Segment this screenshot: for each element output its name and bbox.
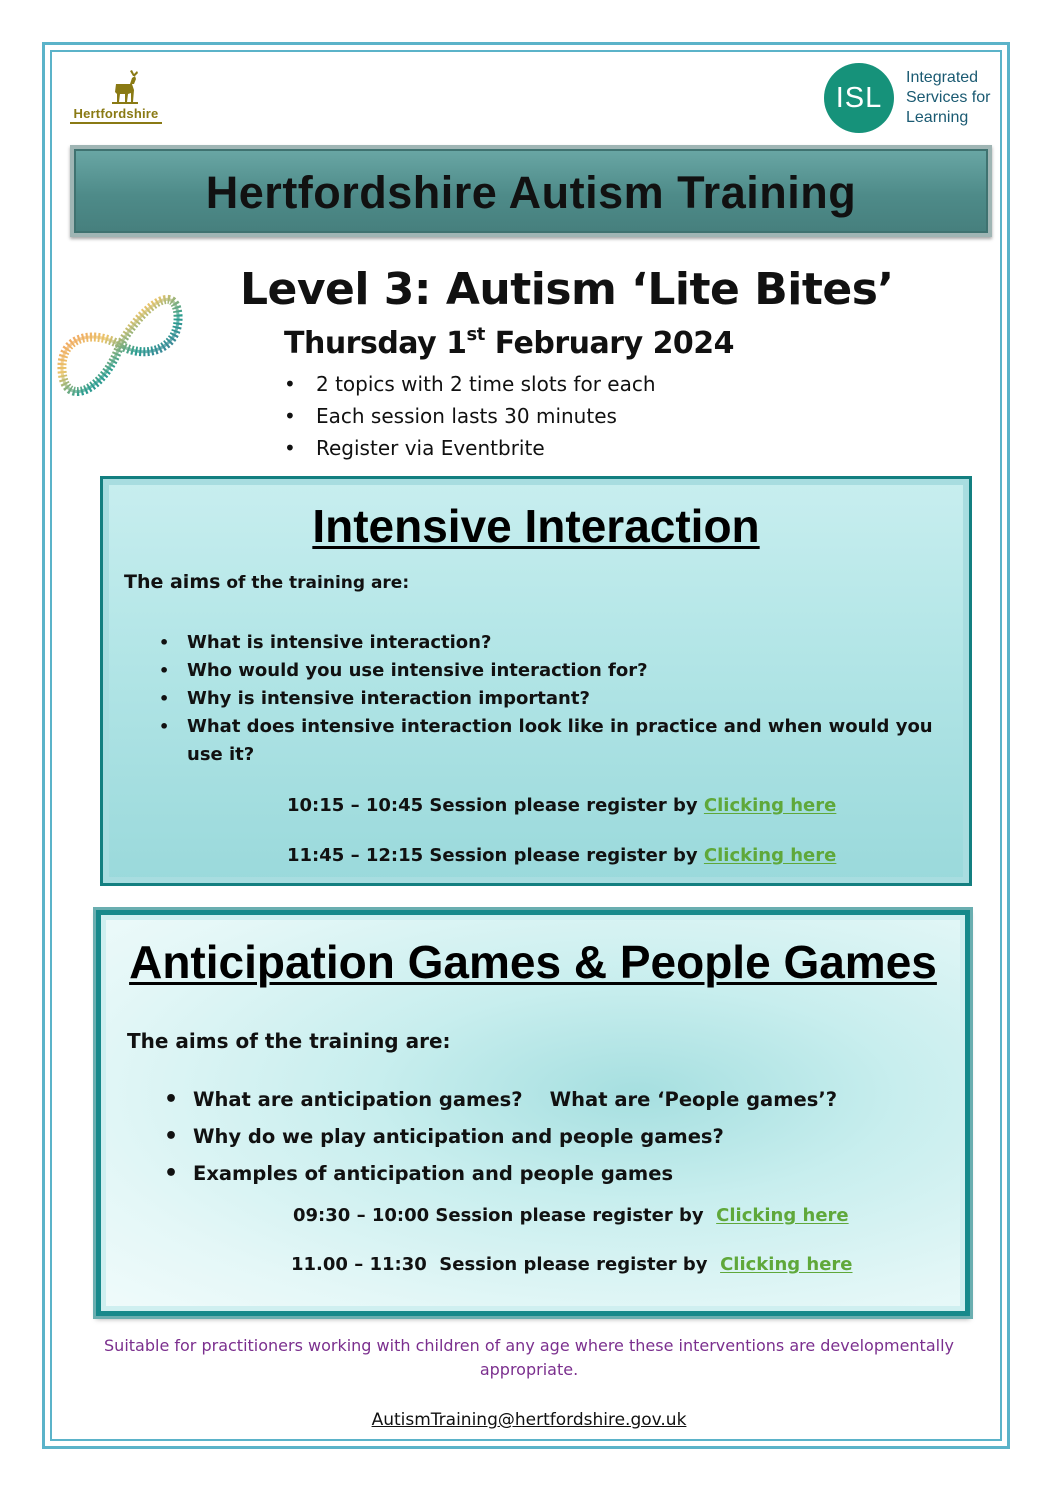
session-text: 10:15 – 10:45 Session please register by (287, 795, 704, 816)
panel-heading: Intensive Interaction (312, 500, 760, 552)
event-date-day: Thursday 1 (284, 326, 467, 361)
aims-label-bold: The aims (124, 571, 221, 593)
isl-logo-text (906, 68, 990, 128)
event-title: Level 3: Autism ‘Lite Bites’ (240, 264, 894, 315)
stag-icon (108, 70, 142, 106)
list-item: • What is intensive interaction? (187, 629, 947, 657)
contact-email (0, 1410, 1058, 1430)
anticipation-games-panel (96, 910, 970, 1316)
register-link[interactable]: Clicking here (703, 845, 837, 866)
hertfordshire-logo-underline (70, 122, 162, 124)
event-summary-list (284, 368, 656, 464)
session-text: 11.00 – 11:30 Session please register by (291, 1254, 721, 1275)
register-link[interactable]: Clicking here (703, 795, 837, 816)
list-item: • Why is intensive interaction important? (187, 685, 947, 713)
list-item: • What does intensive interaction look like in practice and when would you use it? (187, 713, 947, 769)
aims-label: The aims of the training are: (127, 1029, 451, 1053)
hertfordshire-logo (66, 70, 166, 126)
aims-label-rest: of the training are: (220, 573, 410, 593)
list-item: • Why do we play anticipation and people games? (193, 1118, 933, 1155)
intensive-interaction-panel (100, 476, 972, 886)
event-date-month: February 2024 (484, 326, 735, 361)
register-link[interactable]: Clicking here (716, 1205, 849, 1226)
audience-note: Suitable for practitioners working with children of any age where these interventions are developmentally appropriate. (104, 1336, 954, 1379)
list-item: • Each session lasts 30 minutes (284, 400, 656, 432)
aims-list (193, 1081, 933, 1192)
panel-heading: Anticipation Games & People Games (129, 936, 937, 988)
title-banner (70, 145, 992, 237)
session-text: 09:30 – 10:00 Session please register by (293, 1205, 717, 1226)
isl-logo-circle: ISL (824, 63, 894, 133)
banner-title: Hertfordshire Autism Training (205, 167, 857, 218)
aims-list (187, 629, 947, 769)
isl-logo-line: Integrated (906, 69, 979, 86)
event-date (284, 326, 734, 361)
aims-label (124, 571, 409, 593)
session-line (287, 795, 836, 816)
list-item: • Examples of anticipation and people games (193, 1155, 933, 1192)
list-item: • Register via Eventbrite (284, 432, 656, 464)
hertfordshire-logo-text: Hertfordshire (73, 106, 159, 121)
isl-logo-line: Learning (906, 109, 969, 126)
list-item: • What are anticipation games? What are ‘People games’? (193, 1081, 933, 1118)
event-date-suffix: st (466, 324, 485, 345)
list-item: • Who would you use intensive interaction for? (187, 657, 947, 685)
session-line (291, 1254, 853, 1275)
isl-logo-line: Services for (906, 89, 991, 106)
session-line (287, 845, 836, 866)
register-link[interactable]: Clicking here (720, 1254, 853, 1275)
session-line (293, 1205, 849, 1226)
session-text: 11:45 – 12:15 Session please register by (287, 845, 704, 866)
rainbow-infinity-icon (50, 270, 190, 420)
list-item: • 2 topics with 2 time slots for each (284, 368, 656, 400)
email-link[interactable]: AutismTraining@hertfordshire.gov.uk (371, 1410, 687, 1430)
